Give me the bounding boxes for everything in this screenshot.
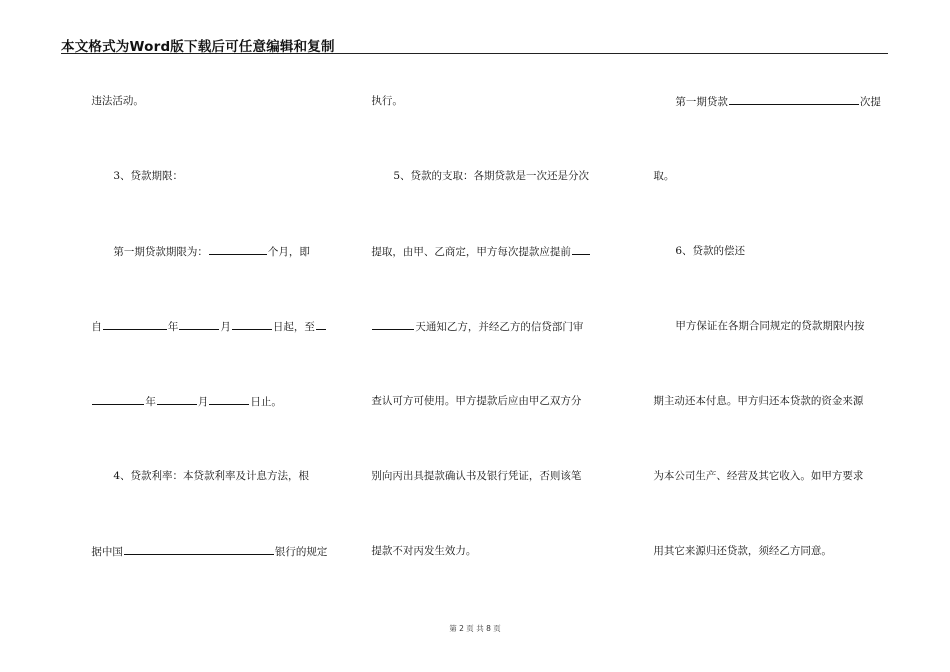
text-line xyxy=(640,380,863,422)
text-span: 用其它来源归还贷款，须经乙方同意。 xyxy=(653,545,832,557)
text-span: 日止。 xyxy=(250,396,282,408)
text-span: 违法活动。 xyxy=(91,95,144,107)
text-span: 月 xyxy=(197,396,209,408)
text-span: 第一期贷款期限为： xyxy=(113,246,208,258)
text-line xyxy=(78,80,144,122)
text-span: 别向丙出具提款确认书及银行凭证，否则该笔 xyxy=(371,470,582,482)
text-line xyxy=(358,455,581,497)
text-span: 期主动还本付息。甲方归还本贷款的资金来源 xyxy=(653,395,864,407)
blank-underline xyxy=(124,544,274,555)
blank-underline xyxy=(572,244,590,255)
text-line xyxy=(358,530,476,572)
text-line xyxy=(100,230,310,273)
page-number-footer: 第 2 页 共 8 页 xyxy=(449,624,501,633)
blank-underline xyxy=(372,319,414,330)
text-span: 第一期贷款 xyxy=(675,96,728,108)
text-span: 年 xyxy=(145,396,156,408)
blank-underline xyxy=(209,394,249,405)
blank-underline xyxy=(103,319,167,330)
text-span: 银行的规定 xyxy=(274,546,328,558)
text-span: 日起，至 xyxy=(272,321,315,333)
text-span: 天通知乙方，并经乙方的信贷部门审 xyxy=(415,321,584,333)
text-line xyxy=(640,530,832,572)
header-divider xyxy=(61,53,888,54)
text-span: 为本公司生产、经营及其它收入。如甲方要求 xyxy=(653,470,864,482)
text-line xyxy=(100,155,183,197)
blank-underline xyxy=(729,94,859,105)
text-line xyxy=(662,230,745,272)
blank-underline xyxy=(92,394,144,405)
text-span: 提款不对丙发生效力。 xyxy=(371,545,477,557)
text-line xyxy=(358,80,403,122)
text-span: 查认可方可使用。甲方提款后应由甲乙双方分 xyxy=(371,395,582,407)
text-span: 取。 xyxy=(653,170,675,182)
blank-underline xyxy=(316,319,326,330)
text-line xyxy=(662,80,881,123)
text-line xyxy=(358,380,581,422)
text-line xyxy=(358,305,583,348)
text-span: 个月，即 xyxy=(267,246,310,258)
text-span: 提取，由甲、乙商定，甲方每次提款应提前 xyxy=(371,246,571,258)
text-span: 年 xyxy=(167,321,179,333)
text-line xyxy=(662,305,864,347)
text-line xyxy=(640,455,863,497)
blank-underline xyxy=(179,319,219,330)
text-span: 月 xyxy=(220,321,231,333)
text-span: 自 xyxy=(91,321,102,333)
text-line xyxy=(380,155,589,197)
text-line xyxy=(640,155,674,197)
text-span: 次提 xyxy=(859,96,881,108)
text-span: 3、贷款期限： xyxy=(113,170,184,182)
text-line xyxy=(78,305,327,348)
text-span: 据中国 xyxy=(91,546,123,558)
document-header-title: 本文格式为Word版下载后可任意编辑和复制 xyxy=(61,39,335,55)
text-span: 5、贷款的支取：各期贷款是一次还是分次 xyxy=(393,170,590,182)
text-span: 4、贷款利率：本贷款利率及计息方法，根 xyxy=(113,470,310,482)
text-span: 执行。 xyxy=(371,95,403,107)
text-line xyxy=(358,230,591,273)
text-line xyxy=(78,380,282,423)
blank-underline xyxy=(232,319,272,330)
text-span: 6、贷款的偿还 xyxy=(675,245,746,257)
text-span: 甲方保证在各期合同规定的贷款期限内按 xyxy=(675,320,865,332)
text-line xyxy=(100,455,309,497)
text-line xyxy=(78,530,327,573)
blank-underline xyxy=(157,394,197,405)
blank-underline xyxy=(209,244,267,255)
